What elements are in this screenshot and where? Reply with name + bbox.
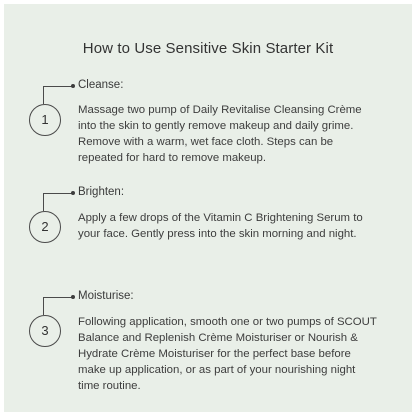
step-text: Apply a few drops of the Vitamin C Brightening Serum to your face. Gently press into the skin morning and night.	[78, 212, 363, 240]
step-text: Following application, smooth one or two pumps of SCOUT Balance and Replenish Crème Moisturiser or Nourish & Hydrate Crème Moisturiser for the perfect base before make up application, or as part of your nourishing night time routine.	[78, 316, 377, 392]
step-number-badge: 2	[29, 211, 61, 243]
step-heading: Cleanse:	[78, 79, 124, 91]
step-brighten	[4, 186, 412, 313]
step-heading: Brighten:	[78, 186, 125, 198]
step-moisturise	[4, 290, 412, 417]
step-cleanse	[4, 79, 412, 206]
page-title: How to Use Sensitive Skin Starter Kit	[82, 40, 334, 57]
step-number-badge: 1	[29, 104, 61, 136]
step-number-badge: 3	[29, 315, 61, 347]
step-text: Massage two pump of Daily Revitalise Cleansing Crème into the skin to gently remove makeup and daily grime. Remove with a warm, wet face cloth. Steps can be repeated for hard to remove makeup.	[78, 104, 362, 164]
instruction-card	[4, 4, 412, 412]
step-heading: Moisturise:	[78, 290, 134, 302]
